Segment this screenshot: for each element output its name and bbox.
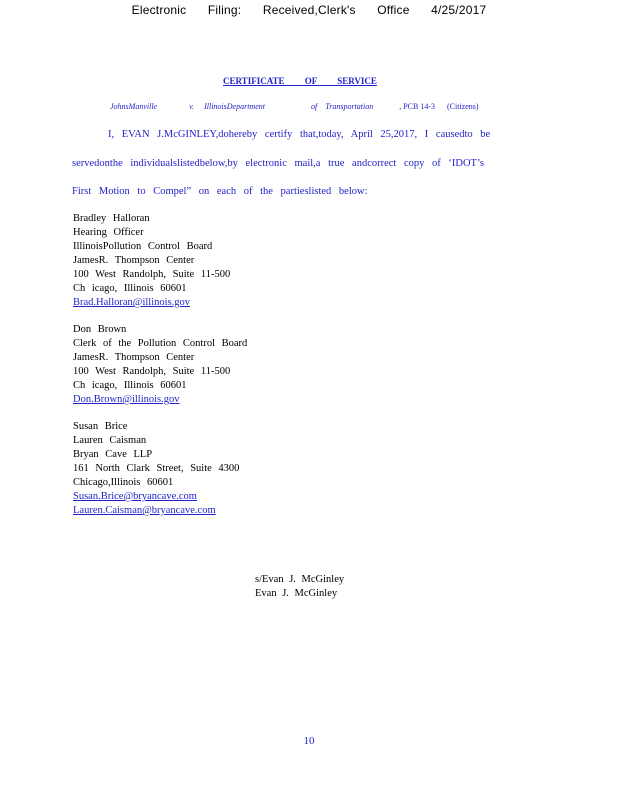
header-part2: Filing: <box>207 3 242 17</box>
filing-header <box>0 3 618 17</box>
party-line: Clerk of the Pollution Control Board <box>73 338 248 349</box>
party-line: Don Brown <box>73 324 127 335</box>
caption-of: of <box>310 102 318 111</box>
signature-name: Evan J. McGinley <box>255 588 338 599</box>
case-caption <box>110 102 479 111</box>
email-link[interactable]: Lauren.Caisman@bryancave.com <box>73 505 216 516</box>
party-block-3 <box>73 420 239 518</box>
caption-citizens: (Citizens) <box>447 102 479 111</box>
caption-plaintiff: JohnsManville <box>110 102 158 111</box>
party-line: 161 North Clark Street, Suite 4300 <box>73 463 240 474</box>
header-part3: Received,Clerk's <box>262 3 356 17</box>
party-line: Ch icago, Illinois 60601 <box>73 283 187 294</box>
party-line: Ch icago, Illinois 60601 <box>73 380 187 391</box>
signature-block <box>255 573 344 601</box>
party-line: JamesR. Thompson Center <box>73 352 195 363</box>
party-block-1 <box>73 212 230 310</box>
party-line: Bradley Halloran <box>73 213 150 224</box>
caption-versus: v. <box>189 102 195 111</box>
body-line-3: First Motion to Compel” on each of the partieslisted below: <box>72 186 368 197</box>
email-link[interactable]: Don.Brown@illinois.gov <box>73 394 180 405</box>
body-line-1: I, EVAN J.McGINLEY,dohereby certify that,today, April 25,2017, I causedto be <box>108 129 491 140</box>
body-line-2: servedonthe individualslistedbelow,by electronic mail,a true andcorrect copy of ‘IDOT’s <box>72 158 484 169</box>
party-block-2 <box>73 323 247 407</box>
certificate-title: CERTIFICATE OF SERVICE <box>223 76 377 86</box>
email-link[interactable]: Brad.Halloran@illinois.gov <box>73 297 190 308</box>
party-line: Bryan Cave LLP <box>73 449 153 460</box>
caption-transportation: Transportation <box>325 102 374 111</box>
party-line: Lauren Caisman <box>73 435 147 446</box>
party-line: Hearing Officer <box>73 227 144 238</box>
party-line: Chicago,Illinois 60601 <box>73 477 174 488</box>
party-line: JamesR. Thompson Center <box>73 255 195 266</box>
header-date: 4/25/2017 <box>431 3 487 17</box>
signature-line: s/Evan J. McGinley <box>255 574 345 585</box>
party-line: 100 West Randolph, Suite 11-500 <box>73 269 231 280</box>
email-link[interactable]: Susan.Brice@bryancave.com <box>73 491 197 502</box>
page-number: 10 <box>303 735 315 747</box>
party-line: Susan Brice <box>73 421 128 432</box>
header-part1: Electronic <box>131 3 187 17</box>
caption-case: , PCB 14-3 <box>399 102 436 111</box>
party-line: IllinoisPollution Control Board <box>73 241 213 252</box>
caption-defendant: IllinoisDepartment <box>204 102 265 111</box>
header-part4: Office <box>377 3 410 17</box>
party-line: 100 West Randolph, Suite 11-500 <box>73 366 231 377</box>
